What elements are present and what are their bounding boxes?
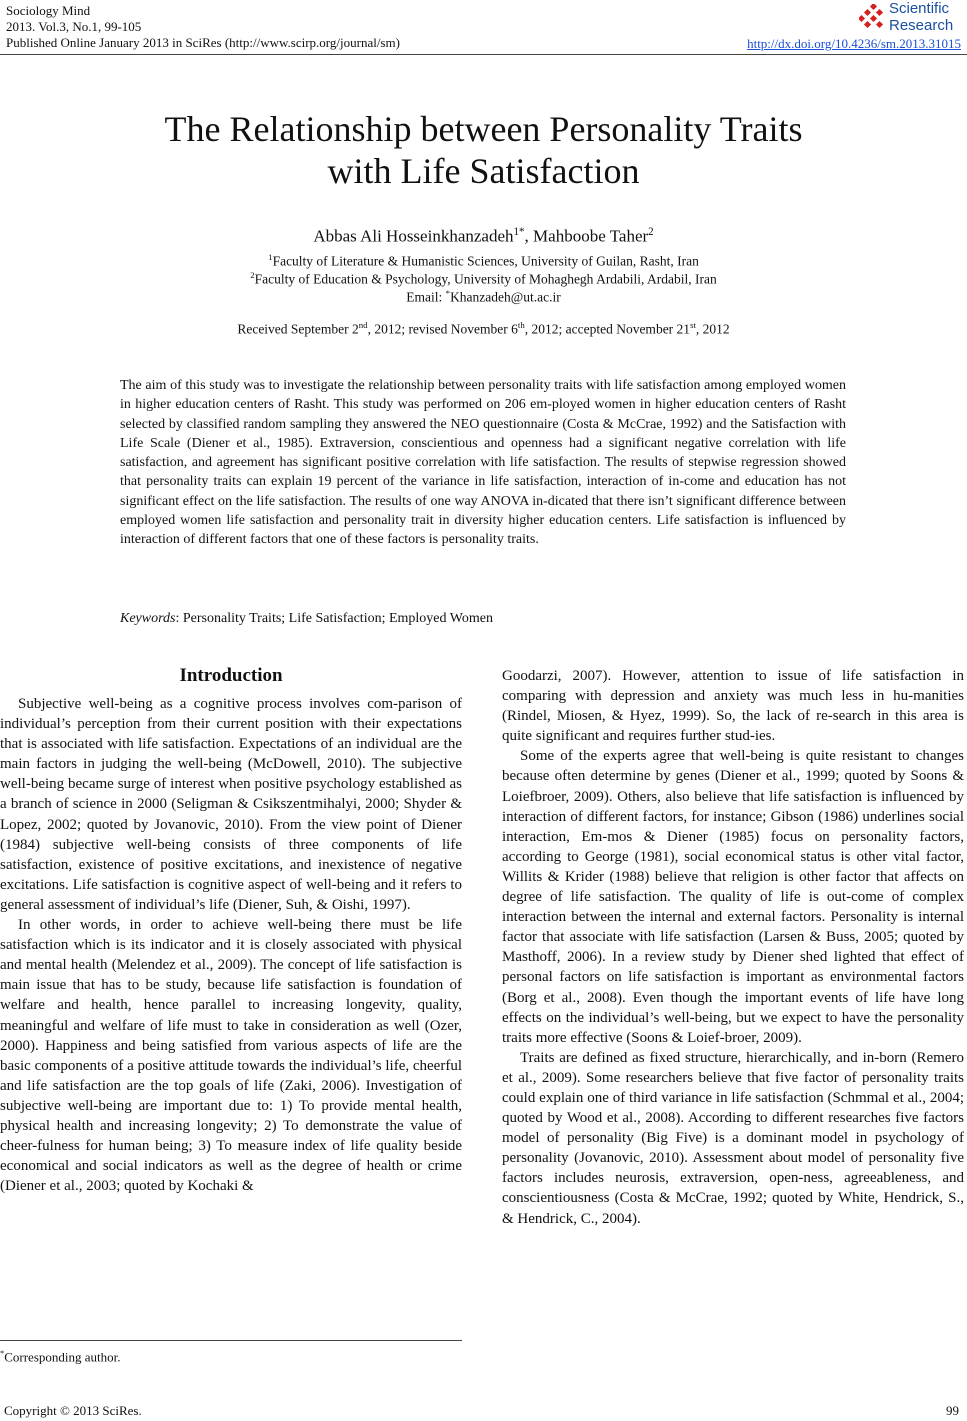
- logo-line-2: Research: [889, 17, 954, 34]
- footnote-marker: *: [0, 1348, 5, 1358]
- title-line-1: The Relationship between Personality Traits: [164, 109, 803, 149]
- affiliation-1-marker: 1: [268, 252, 273, 262]
- affiliation-2-text: Faculty of Education & Psychology, University of Mohaghegh Ardabili, Ardabil, Iran: [254, 271, 717, 287]
- received-dates: [0, 320, 967, 338]
- received-text-3: , 2012; accepted November 21: [524, 321, 691, 337]
- section-heading-introduction: Introduction: [179, 665, 283, 686]
- author-1-marker: 1*: [513, 226, 525, 238]
- left-column: [0, 664, 462, 1196]
- paper-title: [0, 108, 967, 192]
- paragraph: Some of the experts agree that well-being is quite resistant to changes because often determine by genes (Diener et al., 1999; quoted by Soons & Loiefbroer, 2009). Others, also believe that life satisfaction is influenced by interaction of different factors, for instance; Gibson (1986) underlines social interaction, Em-mos & Diener (1985) focus on personality factors, according to George (1981), social economical status is other vital factor, Willits & Krider (1988) believe that religion is other factor that affects on degree of life satisfaction. The quality of life is out-come of complex interaction between the internal and external factors. Personality is internal factor that associate with life satisfaction (Larsen & Buss, 2005; quoted by Masthoff, 2006). In a review study by Diener shed lighted that effect of personal factors on life satisfaction is important as environmental factors (Borg et al., 2008). Even though the important events of life have long effects on the individual’s well-being, but we expect to have the personality traits more effective (Soons & Loief-broer, 2009).: [502, 748, 964, 1046]
- page-number: 99: [946, 1403, 959, 1418]
- journal-name: Sociology Mind: [6, 3, 91, 18]
- affiliation-1-text: Faculty of Literature & Humanistic Sciences, University of Guilan, Rasht, Iran: [272, 253, 699, 269]
- author-2-marker: 2: [648, 226, 654, 238]
- journal-volume: 2013. Vol.3, No.1, 99-105: [6, 19, 142, 34]
- received-sup-1: nd: [358, 320, 368, 330]
- footnote-divider: [0, 1340, 462, 1341]
- author-1: Abbas Ali Hosseinkhanzadeh: [313, 226, 514, 246]
- received-text-4: , 2012: [695, 321, 730, 337]
- received-sup-3: st: [690, 320, 696, 330]
- keywords-label: Keywords: [120, 611, 176, 626]
- email-line: [0, 285, 967, 306]
- email-marker: *: [445, 288, 451, 298]
- received-sup-2: th: [517, 320, 525, 330]
- scientific-research-logo-icon: [859, 4, 887, 32]
- logo-text: [889, 0, 953, 34]
- footnote: [0, 1348, 120, 1365]
- keywords: [120, 611, 493, 627]
- journal-header: [6, 3, 400, 51]
- footnote-text: Corresponding author.: [4, 1349, 121, 1365]
- affiliation-2-marker: 2: [250, 270, 255, 280]
- received-text-1: Received September 2: [237, 321, 359, 337]
- paragraph: Goodarzi, 2007). However, attention to issue of life satisfaction in comparing with depression and anxiety was much less in hu-manities (Rindel, Miosen, & Hyez, 1999). So, the lack of re-search in this area is quite significant and requires further stud-ies.: [502, 668, 964, 745]
- paragraph: In other words, in order to achieve well-being there must be life satisfaction which is its indicator and it is closely associated with physical and mental health (Melendez et al., 2009). The concept of life satisfaction is main issue that has to be study, because life satisfaction is foundation of welfare and health, hence parallel to increasing longevity, quality, meaningful and welfare of life must to take in consideration as well (Ozer, 2000). Happiness and being satisfied from various aspects of life are the basic components of a positive attitude towards the individual’s life, cheerful and life satisfaction are the top goals of life (Zaki, 2006). Investigation of subjective well-being are important due to: 1) To provide mental health, physical health and increasing longevity; 2) To demonstrate the value of cheer-fulness for human being; 3) To measure index of life quality beside economical and social indicators as well as the degree of health or crime (Diener et al., 2003; quoted by Kochaki &: [0, 917, 462, 1195]
- author-2: Mahboobe Taher: [533, 226, 649, 246]
- paragraph: Subjective well-being as a cognitive process involves com-parison of individual’s perception from their current position with their expectations that is associated with life satisfaction. Expectations of an individual are the main factors in judging the well-being (McDowell, 2010). The subjective well-being became surge of interest when positive psychology established as a branch of science in 2000 (Seligman & Csikszentmihalyi, 2000; Shyder & Lopez, 2002; quoted by Jovanovic, 2010). From the view point of Diener (1984) subjective well-being consists of three components of life satisfaction, existence of positive excitations, and inexistence of negative excitations. Life satisfaction is cognitive aspect of well-being and it refers to general assessment of individual’s life (Diener, Suh, & Oishi, 1997).: [0, 696, 462, 913]
- title-line-2: with Life Satisfaction: [327, 151, 640, 191]
- logo-line-1: Scientific: [889, 0, 950, 17]
- publisher-logo: [859, 0, 959, 36]
- doi-link[interactable]: http://dx.doi.org/10.4236/sm.2013.31015: [747, 36, 961, 51]
- author-separator: ,: [524, 226, 534, 246]
- keywords-text: : Personality Traits; Life Satisfaction; Employed Women: [175, 611, 493, 626]
- author-list: [0, 226, 967, 247]
- copyright: Copyright © 2013 SciRes.: [4, 1403, 142, 1418]
- received-text-2: , 2012; revised November 6: [367, 321, 518, 337]
- paragraph: Traits are defined as fixed structure, hierarchically, and in-born (Remero et al., 2009). Some researchers believe that five factor of personality traits could explain one of third variance in life satisfaction (Schmmal et al., 2004; quoted by Wood et al., 2008). According to different researches five factors model of personality (Big Five) is a dominant model in psychology of personality (Jovanovic, 2010). Assessment about model of personality five factors includes neurosis, extraversion, open-ness, agreeableness, and conscientiousness (Costa & McCrae, 1992; quoted by White, Hendrick, S., & Hendrick, C., 2004).: [502, 1049, 964, 1227]
- publication-info: Published Online January 2013 in SciRes (http://www.scirp.org/journal/sm): [6, 35, 400, 50]
- abstract: The aim of this study was to investigate the relationship between personality traits with life satisfaction among employed women in higher education centers of Rasht. This study was performed on 206 em-ployed women in higher education centers of Rasht selected by classified random sampling they answered the NEO questionnaire (Costa & McCrae, 1992) and the Satisfaction with Life Scale (Diener et al., 1985). Extraversion, conscientious and openness had a significant negative correlation with life satisfaction, and agreement has significant positive correlation with life satisfaction. The results of stepwise regression showed that personality traits can explain 19 percent of the variance in life satisfaction, interaction of in-come and education has not significant effect on the life satisfaction. The results of one way ANOVA in-dicated that there isn’t significant difference between employed women life satisfaction and personality trait in diversity higher education centers. Life satisfaction is influenced by interaction of different factors that one of these factors is personality traits.: [120, 378, 846, 548]
- email-label: Email:: [406, 289, 446, 305]
- header-divider: [0, 54, 967, 55]
- right-column: [502, 666, 964, 1229]
- email-address: Khanzadeh@ut.ac.ir: [450, 289, 561, 305]
